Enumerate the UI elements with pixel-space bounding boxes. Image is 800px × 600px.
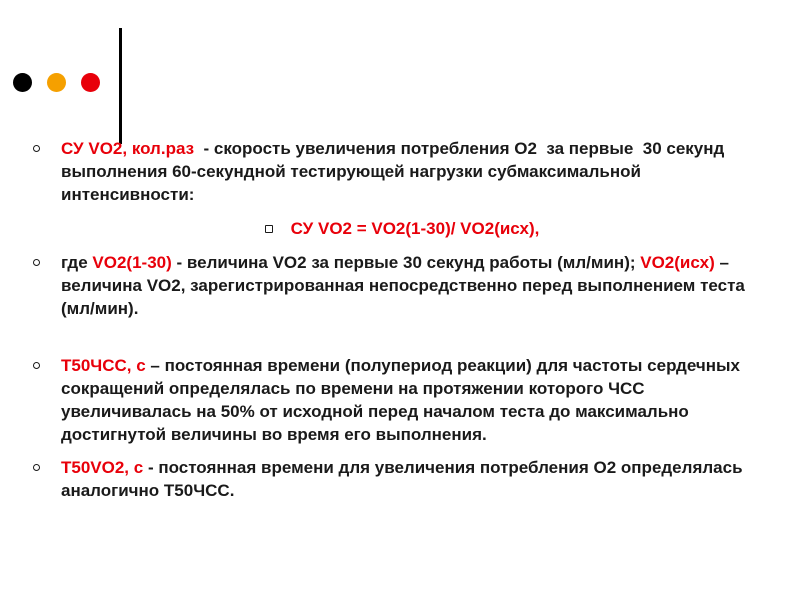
where-prefix: где <box>61 253 93 272</box>
term-t50-hr: T50ЧСС, с <box>61 356 146 375</box>
definition-text: – постоянная времени (полупериод реакции) для частоты сердечных сокращений определялась по времени на протяжении которого ЧСС увеличивалась на 50% от исходной перед началом теста до максимально достигнутой величины во время его выполнения. <box>61 356 745 444</box>
list-item-su-vo2 <box>32 137 772 206</box>
definition-text: - скорость увеличения потребления О2 за первые 30 секунд выполнения 60-секундной тестирующей нагрузки субмаксимальной интенсивности: <box>61 139 730 204</box>
term-t50-vo2: T50VO2, с <box>61 458 144 477</box>
bullet-icon <box>265 225 273 233</box>
bullet-icon <box>33 145 40 152</box>
definition-text: - постоянная времени для увеличения потребления О2 определялась аналогично Т50ЧСС. <box>61 458 748 500</box>
orange-dot-icon <box>47 73 66 92</box>
formula-text: СУ VO2 = VO2(1-30)/ VO2(исх), <box>290 219 540 238</box>
list-item-t50-hr <box>32 354 772 446</box>
where-mid-text: - величина VO2 за первые 30 секунд работы (мл/мин); <box>171 253 641 272</box>
list-item-t50-vo2 <box>32 456 772 502</box>
list-item-where <box>32 251 772 320</box>
formula-item <box>32 217 772 240</box>
term-su-vo2: СУ VO2, кол.раз <box>61 139 195 158</box>
bullet-icon <box>33 362 40 369</box>
black-dot-icon <box>13 73 32 92</box>
slide-body <box>32 137 772 502</box>
red-dot-icon <box>81 73 100 92</box>
where-suffix-text: – величина VO2, зарегистрированная непосредственно перед выполнением теста (мл/мин). <box>61 253 750 318</box>
bullet-icon <box>33 259 40 266</box>
bullet-icon <box>33 464 40 471</box>
term-vo2-initial: VO2(исх) <box>640 253 715 272</box>
vertical-divider <box>119 28 122 144</box>
term-vo2-1-30: VO2(1-30) <box>92 253 172 272</box>
